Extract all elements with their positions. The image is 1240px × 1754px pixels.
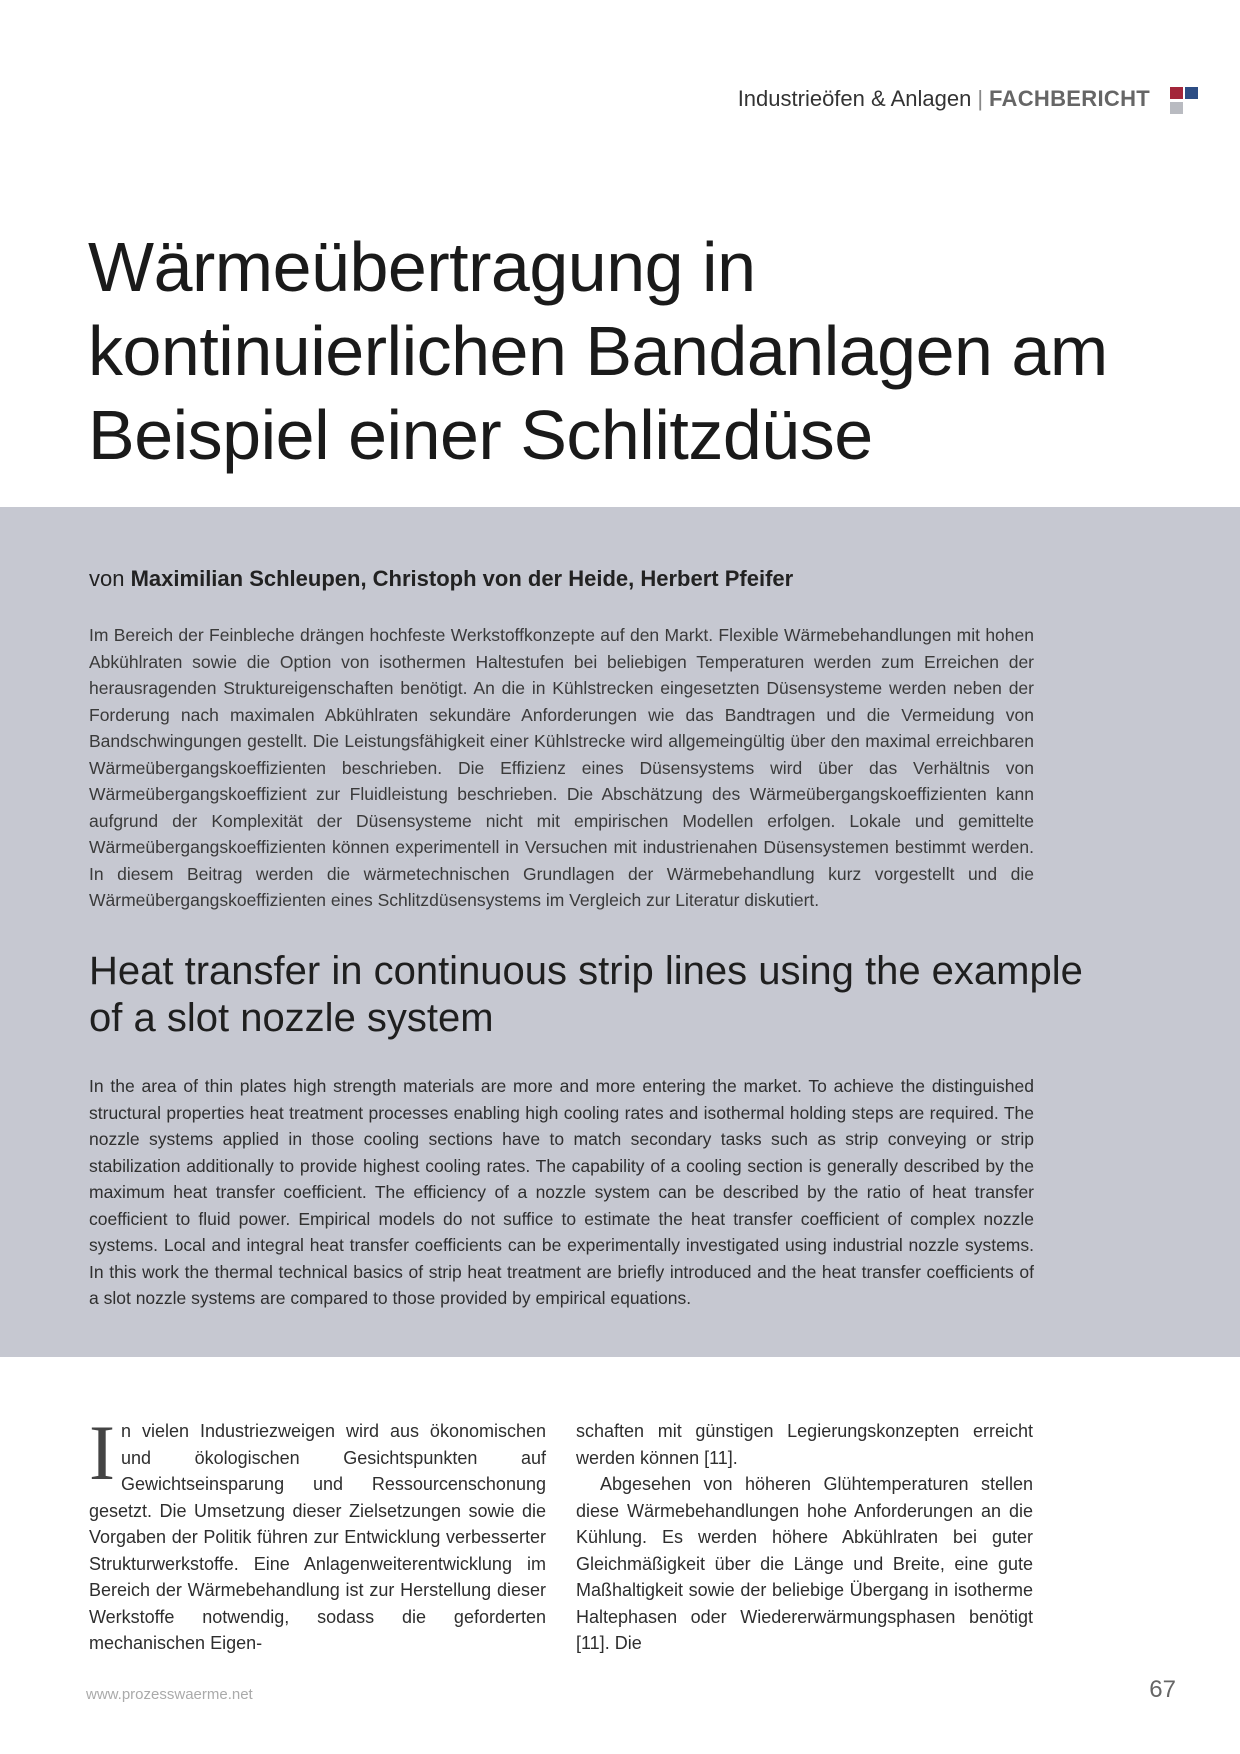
page-header — [738, 86, 1150, 112]
body-col2-paragraph-1: schaften mit günstigen Legierungskonzepten erreicht werden können [11]. — [576, 1421, 1033, 1468]
abstract-english: In the area of thin plates high strength materials are more and more entering the market. To achieve the distinguished structural properties heat treatment processes enabling high cooling rates and isothermal holding steps are required. The nozzle systems applied in those cooling sections have to match secondary tasks such as strip conveying or strip stabilization additionally to provide highest cooling rates. The capability of a cooling section is generally described by the maximum heat transfer coefficient. The efficiency of a nozzle system can be described by the ratio of heat transfer coefficient to fluid power. Empirical models do not suffice to estimate the heat transfer coefficient of complex nozzle systems. Local and integral heat transfer coefficients can be experimentally investigated using industrial nozzle systems. In this work the thermal technical basics of strip heat treatment are briefly introduced and the heat transfer coefficients of a slot nozzle systems are compared to those provided by empirical equations. — [89, 1076, 1034, 1308]
logo-square-grey — [1170, 102, 1183, 114]
page-number: 67 — [1149, 1676, 1176, 1703]
abstract-german: Im Bereich der Feinbleche drängen hochfeste Werkstoffkonzepte auf den Markt. Flexible Wärmebehandlungen mit hohen Abkühlraten sowie die Option von isothermen Haltestufen bei beliebigen Temperaturen werden zum Erreichen der herausragenden Struktureigenschaften benötigt. An die in Kühlstrecken eingesetzten Düsensysteme werden neben der Forderung nach maximalen Abkühlraten sekundäre Anforderungen wie das Bandtragen und die Vermeidung von Bandschwingungen gestellt. Die Leistungsfähigkeit einer Kühlstrecke wird allgemeingültig über den maximal erreichbaren Wärmeübergangskoeffizienten beschrieben. Die Effizienz eines Düsensystems wird über das Verhältnis von Wärmeübergangskoeffizient zur Fluidleistung beschrieben. Die Abschätzung des Wärmeübergangskoeffizienten kann aufgrund der Komplexität der Düsensysteme nicht mit empirischen Modellen erfolgen. Lokale und gemittelte Wärmeübergangskoeffizienten können experimentell in Versuchen mit industrienahen Düsensystemen bestimmt werden. In diesem Beitrag werden die wärmetechnischen Grundlagen der Wärmebehandlung kurz vorgestellt und die Wärmeübergangskoeffizienten eines Schlitzdüsensystems im Vergleich zur Literatur diskutiert. — [89, 625, 1034, 910]
header-section: Industrieöfen & Anlagen — [737, 86, 972, 111]
publisher-logo — [1170, 87, 1202, 117]
body-column-1 — [89, 1409, 546, 1657]
drop-cap: I — [89, 1409, 115, 1496]
logo-square-blue — [1185, 87, 1198, 99]
english-title: Heat transfer in continuous strip lines using the example of a slot nozzle system — [89, 949, 1083, 1040]
logo-square-red — [1170, 87, 1183, 99]
byline-authors: Maximilian Schleupen, Christoph von der Heide, Herbert Pfeifer — [130, 566, 794, 591]
article-title: Wärmeübertragung in kontinuierlichen Bandanlagen am Beispiel einer Schlitzdüse — [88, 228, 1108, 474]
body-column-2 — [576, 1418, 1033, 1657]
header-category: FACHBERICHT — [989, 86, 1150, 111]
byline-prefix: von — [89, 566, 125, 591]
body-col2-paragraph-2: Abgesehen von höheren Glühtemperaturen stellen diese Wärmebehandlungen hohe Anforderungen an die Kühlung. Es werden höhere Abkühlraten bei guter Gleichmäßigkeit über die Länge und Breite, eine gute Maßhaltigkeit sowie der beliebige Übergang in isotherme Haltephasen oder Wiedererwärmungsphasen benötigt [11]. Die — [576, 1474, 1033, 1653]
header-separator: | — [977, 86, 984, 111]
body-col1-text: n vielen Industriezweigen wird aus ökonomischen und ökologischen Gesichtspunkten auf Gewichtseinsparung und Ressourcenschonung gesetzt. Die Umsetzung dieser Zielsetzungen sowie die Vorgaben der Politik führen zur Entwicklung verbesserter Strukturwerkstoffe. Eine Anlagenweiterentwicklung im Bereich der Wärmebehandlung ist zur Herstellung dieser Werkstoffe notwendig, sodass die geforderten mechanischen Eigen- — [89, 1421, 546, 1653]
footer-url: www.prozesswaerme.net — [86, 1686, 253, 1703]
byline — [89, 566, 793, 592]
